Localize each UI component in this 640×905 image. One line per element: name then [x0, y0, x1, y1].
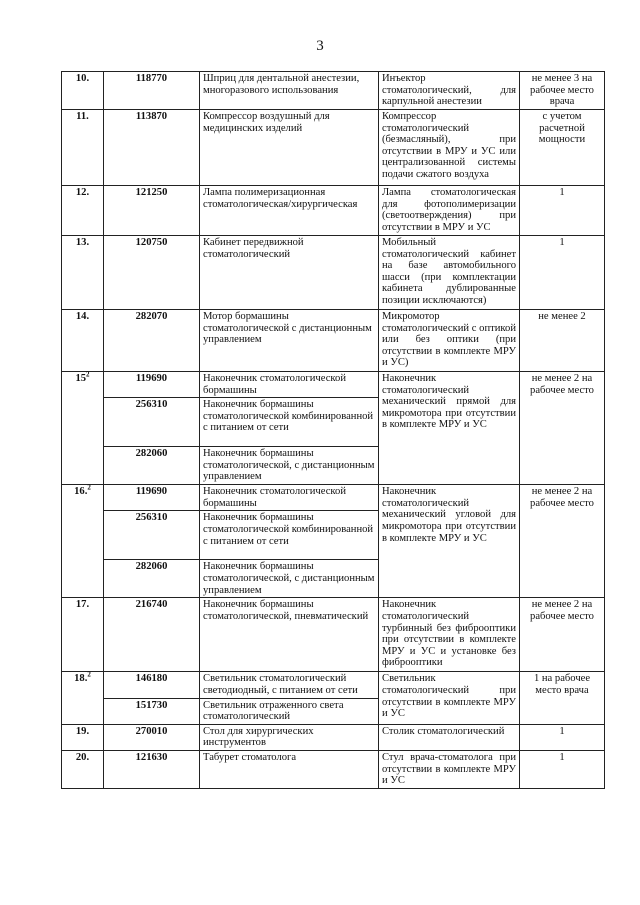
footnote-mark: 2 [87, 670, 91, 679]
row-number: 10. [62, 72, 104, 110]
table-row [62, 110, 605, 186]
row-quantity: с учетом расчетной мощности [520, 110, 605, 186]
equipment-table [61, 71, 605, 789]
row-name: Наконечник стоматологической бормашины [200, 485, 379, 511]
row-description: Светильник стоматологический при отсутствии в комплекте МРУ и УС [379, 672, 520, 724]
row-name: Наконечник бормашины стоматологической, с дистанционным управлением [200, 560, 379, 598]
row-description: Наконечник стоматологический турбинный без фиброоптики при отсутствии в комплекте МРУ и УС и установке без фиброоптики [379, 598, 520, 672]
table-row [62, 72, 605, 110]
row-name: Кабинет передвижной стоматологический [200, 236, 379, 310]
row-name: Табурет стоматолога [200, 750, 379, 788]
row-name: Лампа полимеризационная стоматологическая/хирургическая [200, 186, 379, 236]
row-quantity: не менее 2 на рабочее место [520, 485, 605, 598]
row-name: Наконечник стоматологической бормашины [200, 372, 379, 398]
row-code: 282070 [104, 310, 200, 372]
row-code: 270010 [104, 724, 200, 750]
row-number: 19. [62, 724, 104, 750]
row-description: Столик стоматологический [379, 724, 520, 750]
row-name: Наконечник бормашины стоматологической, с дистанционным управлением [200, 447, 379, 485]
row-name: Светильник отраженного света стоматологический [200, 698, 379, 724]
row-code: 282060 [104, 447, 200, 485]
row-description: Компрессор стоматологический (безмасляный), при отсутствии в МРУ и УС или централизованной системы подачи сжатого воздуха [379, 110, 520, 186]
row-code: 121250 [104, 186, 200, 236]
row-number: 14. [62, 310, 104, 372]
row-name: Светильник стоматологический светодиодный, с питанием от сети [200, 672, 379, 698]
row-code: 146180 [104, 672, 200, 698]
row-description: Наконечник стоматологический механический прямой для микромотора при отсутствии в комплекте МРУ и УС [379, 372, 520, 485]
row-quantity: 1 [520, 724, 605, 750]
row-code: 113870 [104, 110, 200, 186]
row-description: Микромотор стоматологический с оптикой или без оптики (при отсутствии в комплекте МРУ и УС) [379, 310, 520, 372]
row-number-text: 18. [74, 673, 88, 685]
row-code: 256310 [104, 398, 200, 447]
table-row [62, 186, 605, 236]
row-quantity: не менее 2 на рабочее место [520, 598, 605, 672]
row-description: Стул врача-стоматолога при отсутствии в комплекте МРУ и УС [379, 750, 520, 788]
row-quantity: не менее 2 на рабочее место [520, 372, 605, 485]
page-number: 3 [316, 38, 324, 54]
row-number: 17. [62, 598, 104, 672]
row-name: Наконечник бормашины стоматологической комбинированной с питанием от сети [200, 511, 379, 560]
table-row [62, 310, 605, 372]
row-name: Шприц для дентальной анестезии, многоразового использования [200, 72, 379, 110]
row-number [62, 672, 104, 724]
row-number: 11. [62, 110, 104, 186]
row-code: 256310 [104, 511, 200, 560]
table-row [62, 750, 605, 788]
row-number: 12. [62, 186, 104, 236]
row-code: 216740 [104, 598, 200, 672]
row-code: 119690 [104, 485, 200, 511]
row-description: Лампа стоматологическая для фотополимеризации (светоотверждения) при отсутствии в МРУ и УС [379, 186, 520, 236]
row-code: 119690 [104, 372, 200, 398]
row-number-text: 15 [75, 373, 87, 384]
row-number [62, 372, 104, 485]
row-code: 282060 [104, 560, 200, 598]
row-name: Компрессор воздушный для медицинских изделий [200, 110, 379, 186]
row-description: Мобильный стоматологический кабинет на базе автомобильного шасси (при комплектации кабинета дублированные позиции исключаются) [379, 236, 520, 310]
row-code: 121630 [104, 750, 200, 788]
row-description: Наконечник стоматологический механический угловой для микромотора при отсутствии в комплекте МРУ и УС [379, 485, 520, 598]
row-name: Наконечник бормашины стоматологической комбинированной с питанием от сети [200, 398, 379, 447]
table-row [62, 372, 605, 398]
table-row [62, 485, 605, 511]
row-name: Стол для хирургических инструментов [200, 724, 379, 750]
row-quantity: 1 [520, 236, 605, 310]
row-number: 13. [62, 236, 104, 310]
footnote-mark: 2 [86, 370, 90, 379]
row-number: 20. [62, 750, 104, 788]
row-name: Наконечник бормашины стоматологической, пневматический [200, 598, 379, 672]
row-number-text: 16. [74, 486, 88, 498]
table-row [62, 236, 605, 310]
table-row [62, 724, 605, 750]
table-row [62, 672, 605, 698]
row-code: 151730 [104, 698, 200, 724]
row-quantity: 1 на рабочее место врача [520, 672, 605, 724]
row-quantity: не менее 2 [520, 310, 605, 372]
row-code: 120750 [104, 236, 200, 310]
table-row [62, 598, 605, 672]
row-quantity: 1 [520, 750, 605, 788]
row-quantity: 1 [520, 186, 605, 236]
row-quantity: не менее 3 на рабочее место врача [520, 72, 605, 110]
row-code: 118770 [104, 72, 200, 110]
row-description: Инъектор стоматологический, для карпульной анестезии [379, 72, 520, 110]
footnote-mark: 2 [87, 483, 91, 492]
row-number [62, 485, 104, 598]
row-name: Мотор бормашины стоматологической с дистанционным управлением [200, 310, 379, 372]
